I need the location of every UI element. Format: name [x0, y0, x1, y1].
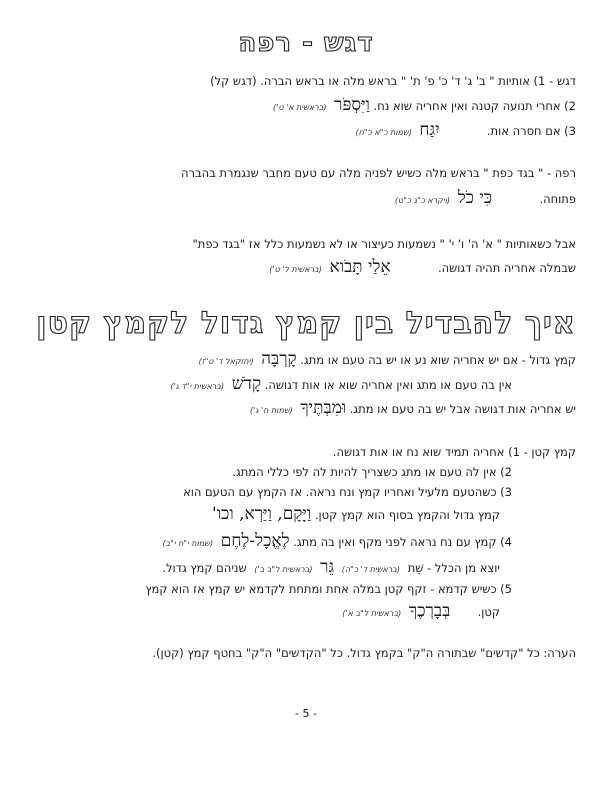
- kamatz-katan-rule-4: [158, 531, 512, 551]
- kamatz-katan-rule-1: קמץ קטן - 1) אחריה תמיד שוא נח או אות דגושה.: [332, 445, 576, 459]
- kamatz-gadol-rule-3: [246, 398, 576, 418]
- kamatz-gadol-rule-2: [166, 374, 512, 394]
- dagesh-rule-2-text: 2) אחרי תנועה קטנה ואין אחריה שוא נח.: [373, 99, 576, 113]
- note: הערה: כל "קדשים" שבתורה ה"ק" בקמץ גדול. כל "הקדשים" ה"ק" בחטף קמץ (קטן).: [152, 646, 576, 660]
- kamatz-gadol-ref-3: (שמות ח' ג'): [249, 406, 293, 415]
- kamatz-katan-exception: [162, 557, 500, 577]
- dagesh-ref-2: (בראשית א' ט'): [273, 103, 327, 112]
- kamatz-gadol-text-1: קמץ גדול - אם יש אחריה שוא נע או יש בה טעם או מתג.: [300, 353, 576, 367]
- kamatz-katan-rule-3: 3) כשהטעם מלעיל ואחריו קמץ ונח נראה. אז הקמץ עם הטעם הוא: [183, 485, 512, 499]
- page-number: - 5 -: [295, 707, 317, 720]
- aval-rule-1: אבל כשאותיות " א' ה' ו' י' " נשמעות כעיצור או לא נשמעות כלל אז "בגד כפת": [192, 237, 576, 251]
- aval-example: אֵלַי תָּבֹוא: [329, 257, 391, 277]
- dagesh-rule-2: [269, 95, 576, 115]
- kamatz-katan-rule-5b: [338, 601, 500, 621]
- dagesh-rule-3-text: 3) אם חסרה אות.: [486, 124, 576, 138]
- kamatz-gadol-example-1: קָרְבָּה: [261, 349, 297, 369]
- kamatz-gadol-text-3: יש אחריה אות דגושה אבל יש בה טעם או מתג.: [349, 402, 576, 416]
- aval-rule-2-text: שבמלה אחריה תהיה דגושה.: [437, 261, 576, 275]
- exception-ref-2: (בראשית ל"ב ב'): [254, 565, 313, 574]
- aval-ref: (בראשית ל' ט'): [269, 265, 322, 274]
- kamatz-gadol-example-3: וּמִבְּתֶּיךָ: [300, 398, 347, 418]
- kamatz-katan-ref-5: (שמות י"ח י"ב): [162, 539, 214, 548]
- exception-word: גֵּר: [320, 557, 335, 577]
- dagesh-example-3: יִגַּח: [419, 120, 440, 140]
- dagesh-ref-3: (שמות כ"א כ"ח): [355, 128, 412, 137]
- exception-ref-1: (בראשית ד' כ"ה): [341, 565, 401, 574]
- kamatz-katan-rule-3b: [212, 504, 500, 524]
- kamatz-katan-rule-5: 5) כשיש קדמא - זקף קטן במלה אחת ומתחת לקדמא יש קמץ אז הוא קמץ: [145, 582, 512, 596]
- rafe-rule-2-text: פתוחה.: [539, 192, 576, 206]
- rafe-rule-2: [391, 188, 576, 208]
- kamatz-gadol-ref-1: (יחזקאל ד' ט"ז): [198, 357, 254, 366]
- kamatz-gadol-text-2: אין בה טעם או מתג ואין אחריה שוא או אות דגושה.: [264, 378, 512, 392]
- kamatz-gadol-rule-1: [195, 349, 576, 369]
- kamatz-katan-text-8: קטן.: [477, 605, 500, 619]
- kamatz-gadol-example-2: קָדֹשׁ: [231, 374, 262, 394]
- dagesh-rule-3: [352, 120, 577, 140]
- aval-rule-2: [265, 257, 576, 277]
- kamatz-katan-example-4: וַיָּקָם, וַיַּרְא, וכו': [212, 504, 312, 524]
- kamatz-gadol-ref-2: (בראשית י"ד ג'): [170, 382, 225, 391]
- kamatz-katan-text-4: קמץ גדול והקמץ בסוף הוא קמץ קטן.: [314, 508, 500, 522]
- kamatz-katan-rule-2: 2) אין לה טעם או מתג כשצריך להיות לה לפי כללי המתג.: [232, 465, 512, 479]
- kamatz-katan-example-5: לֶאֱכָל-לֶחֶם: [220, 531, 290, 551]
- rafe-example: כִּי כֹל: [457, 188, 493, 208]
- rafe-rule-1: רפה - " בגד כפת " בראש מלה כשיש לפניה מלה עם טעם מחבר שנגמרת בהברה: [180, 166, 576, 180]
- dagesh-example-2: וַיִּסְפֹּר: [334, 95, 370, 115]
- kamatz-katan-example-8: בְּבָרְכֶךָ: [408, 601, 451, 621]
- exception-tail: שניהם קמץ גדול.: [162, 561, 247, 575]
- page-title: דגש - רפה: [238, 28, 374, 58]
- section-title-kamatz: איך להבדיל בין קמץ גדול לקמץ קטן: [36, 306, 576, 341]
- dagesh-rule-1: דגש - 1) אותיות " ב' ג' ד' כ' פ' ת' " בראש מלה או בראש הברה. (דגש קל): [210, 74, 576, 88]
- exception-text: יוצא מן הכלל - שֵׁת: [407, 561, 500, 575]
- kamatz-katan-ref-8: (בראשית ל"ב א'): [342, 609, 402, 618]
- rafe-ref: (ויקרא כ"ג כ"ט): [394, 196, 451, 205]
- kamatz-katan-text-5: 4) קמץ עם נח נראה לפני מקף ואין בה מתג.: [293, 535, 512, 549]
